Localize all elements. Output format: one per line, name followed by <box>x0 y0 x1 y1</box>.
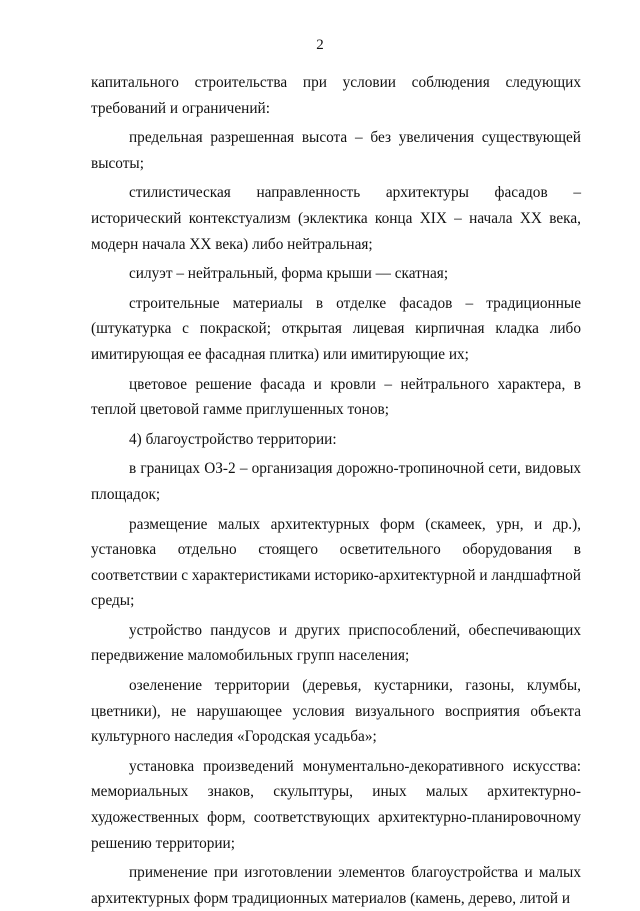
paragraph-monumental-art: установка произведений монументально-декоративного искусства: мемориальных знаков, скульптуры, иных малых архитектурно-художественных форм, соответствующих архитектурно-планировочному решению территории; <box>91 757 581 852</box>
paragraph-materials: строительные материалы в отделке фасадов – традиционные (штукатурка с покраской; открытая лицевая кирпичная кладка либо имитирующая ее фасадная плитка) или имитирующие их; <box>91 294 581 363</box>
paragraph-silhouette: силуэт – нейтральный, форма крыши — скатная; <box>129 265 449 283</box>
paragraph-continuation: капитального строительства при условии соблюдения следующих требований и ограничений: <box>91 74 581 117</box>
paragraph-facade-style: стилистическая направленность архитектуры фасадов – исторический контекстуализм (эклектика конца XIX – начала XX века, модерн начала XX века) либо нейтральная; <box>91 184 581 253</box>
paragraph-small-forms: размещение малых архитектурных форм (скамеек, урн, и др.), установка отдельно стоящего осветительного оборудования в соответствии с характеристиками историко-архитектурной и ландшафтной среды; <box>91 515 581 610</box>
paragraph-max-height: предельная разрешенная высота – без увеличения существующей высоты; <box>91 129 581 172</box>
document-body <box>91 70 581 911</box>
paragraph-color-solution: цветовое решение фасада и кровли – нейтрального характера, в теплой цветовой гамме приглушенных тонов; <box>91 375 581 419</box>
paragraph-ramps: устройство пандусов и других приспособлений, обеспечивающих передвижение маломобильных групп населения; <box>91 621 581 665</box>
paragraph-landscaping-heading: 4) благоустройство территории: <box>129 430 337 448</box>
paragraph-oz2-paths: в границах ОЗ-2 – организация дорожно-тропиночной сети, видовых площадок; <box>91 460 581 503</box>
page-number: 2 <box>316 37 324 53</box>
paragraph-greening: озеленение территории (деревья, кустарники, газоны, клумбы, цветники), не нарушающее условия визуального восприятия объекта культурного наследия «Городская усадьба»; <box>91 677 581 746</box>
paragraph-traditional-materials: применение при изготовлении элементов благоустройства и малых архитектурных форм традиционных материалов (камень, дерево, литой и <box>91 864 581 907</box>
